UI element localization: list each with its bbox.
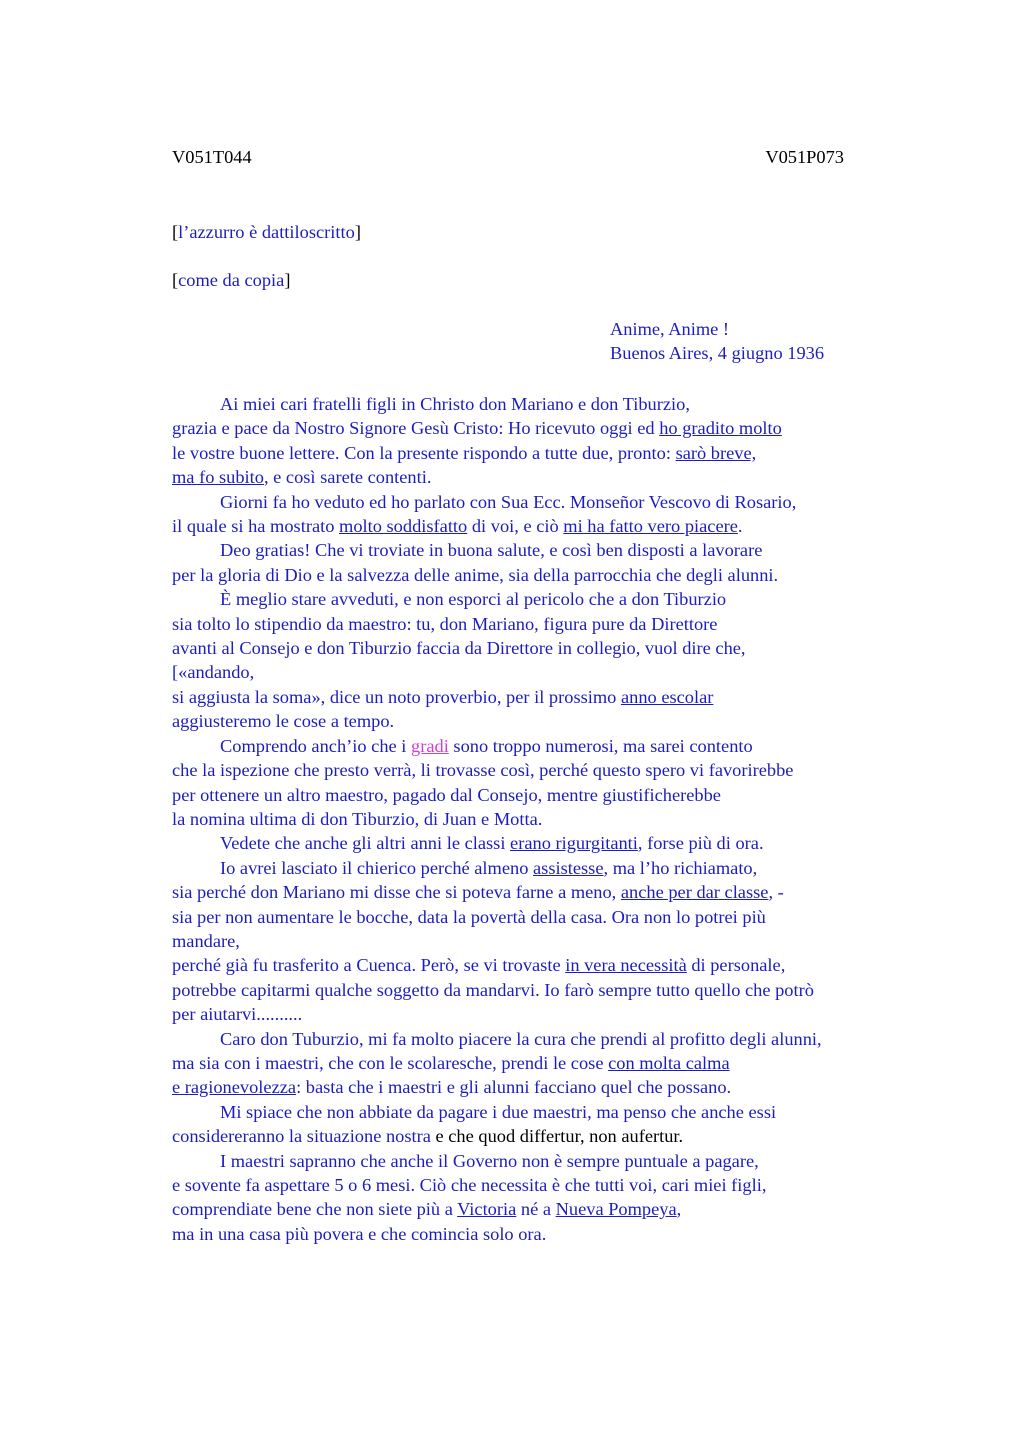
text-line: per aiutarvi.......... [172,1004,303,1025]
document-code-left: V051T044 [172,147,252,167]
text-line: ma in una casa più povera e che comincia solo ora. [172,1223,547,1244]
underlined-text: ho gradito molto [659,418,782,439]
text-line: Mi spiace che non abbiate da pagare i due maestri, ma penso che anche essi [220,1101,777,1122]
text-line: Caro don Tuburzio, mi fa molto piacere la cura che prendi al profitto degli alunni, [220,1028,822,1049]
editorial-note-typescript [172,222,361,243]
text-line: ma sia con i maestri, che con le scolaresche, prendi le cose con molta calma [172,1052,730,1073]
text-line: mandare, [172,930,240,951]
editorial-note-copy [172,270,290,291]
underlined-text: anche per dar classe [620,882,769,903]
text-line: le vostre buone lettere. Con la presente rispondo a tutte due, pronto: sarò breve, [172,442,757,463]
black-text: e che quod differtur, non aufertur. [430,1126,684,1147]
text-line: [«andando, [172,662,255,683]
underlined-text: e ragionevolezza [172,1077,297,1098]
text-line: potrebbe capitarmi qualche soggetto da mandarvi. Io farò sempre tutto quello che potrò [172,979,814,1000]
text-line: per la gloria di Dio e la salvezza delle anime, sia della parrocchia che degli alunni. [172,564,779,585]
text-line: aggiusteremo le cose a tempo. [172,711,395,732]
text-line: perché già fu trasferito a Cuenca. Però, se vi trovaste in vera necessità di personale, [172,955,786,976]
text-line: Vedete che anche gli altri anni le classi erano rigurgitanti, forse più di ora. [220,833,764,854]
text-line: la nomina ultima di don Tiburzio, di Juan e Motta. [172,808,543,829]
text-line: sia perché don Mariano mi disse che si poteva farne a meno, anche per dar classe, - [172,882,784,903]
underlined-place-name: Victoria [457,1199,517,1220]
text-line: considereranno la situazione nostra e che quod differtur, non aufertur. [172,1126,684,1147]
bracket: ] [354,222,361,242]
text-line: si aggiusta la soma», dice un noto proverbio, per il prossimo anno escolar [172,686,714,707]
text-line: grazia e pace da Nostro Signore Gesù Cristo: Ho ricevuto oggi ed ho gradito molto [172,418,782,439]
underlined-text: con molta calma [608,1052,730,1073]
underlined-place-name: Nueva Pompeya [555,1199,677,1220]
text-line: il quale si ha mostrato molto soddisfatto di voi, e ciò mi ha fatto vero piacere. [172,516,743,537]
letter-body [172,392,902,1246]
underlined-text: mi ha fatto vero piacere [563,516,738,537]
text-line: Ai miei cari fratelli figli in Christo don Mariano e don Tiburzio, [220,394,690,414]
underlined-text: sarò breve, [675,442,757,463]
underlined-text: ma fo subito [172,467,264,488]
text-line: e sovente fa aspettare 5 o 6 mesi. Ciò che necessita è che tutti voi, cari miei figli, [172,1175,767,1195]
text-line: ma fo subito, e così sarete contenti. [172,467,432,488]
salutation-block [610,317,824,366]
underlined-text: erano rigurgitanti [510,833,638,854]
note-text: l’azzurro è dattiloscritto [178,222,355,242]
highlighted-word: gradi [411,735,449,756]
text-line: avanti al Consejo e don Tiburzio faccia da Direttore in collegio, vuol dire che, [172,638,746,659]
text-line: che la ispezione che presto verrà, li trovasse così, perché questo spero vi favorirebbe [172,760,794,781]
text-line: sia per non aumentare le bocche, data la povertà della casa. Ora non lo potrei più [172,906,766,927]
text-line: Giorni fa ho veduto ed ho parlato con Sua Ecc. Monseñor Vescovo di Rosario, [220,491,797,512]
document-header [172,147,844,168]
bracket: ] [284,270,291,290]
underlined-text: molto soddisfatto [339,516,468,537]
bracket: [ [172,270,179,290]
text-line: comprendiate bene che non siete più a Victoria né a Nueva Pompeya, [172,1199,682,1220]
note-text: come da copia [178,270,285,290]
text-line: I maestri sapranno che anche il Governo non è sempre puntuale a pagare, [220,1150,759,1171]
text-line: e ragionevolezza: basta che i maestri e gli alunni facciano quel che possano. [172,1077,732,1098]
underlined-text: anno escolar [620,686,714,707]
underlined-text: in vera necessità [565,955,687,976]
text-line: È meglio stare avveduti, e non esporci al pericolo che a don Tiburzio [220,589,727,610]
underlined-text: assistesse [533,857,604,878]
text-line: per ottenere un altro maestro, pagado dal Consejo, mentre giustificherebbe [172,784,721,805]
bracket: [ [172,222,179,242]
motto: Anime, Anime ! [610,319,730,339]
text-line: Comprendo anch’io che i gradi sono troppo numerosi, ma sarei contento [220,735,753,756]
text-line: Deo gratias! Che vi troviate in buona salute, e così ben disposti a lavorare [220,540,763,561]
text-line: sia tolto lo stipendio da maestro: tu, don Mariano, figura pure da Direttore [172,613,718,634]
document-code-right: V051P073 [765,147,844,167]
text-line: Io avrei lasciato il chierico perché almeno assistesse, ma l’ho richiamato, [220,857,758,878]
place-date: Buenos Aires, 4 giugno 1936 [610,343,825,364]
